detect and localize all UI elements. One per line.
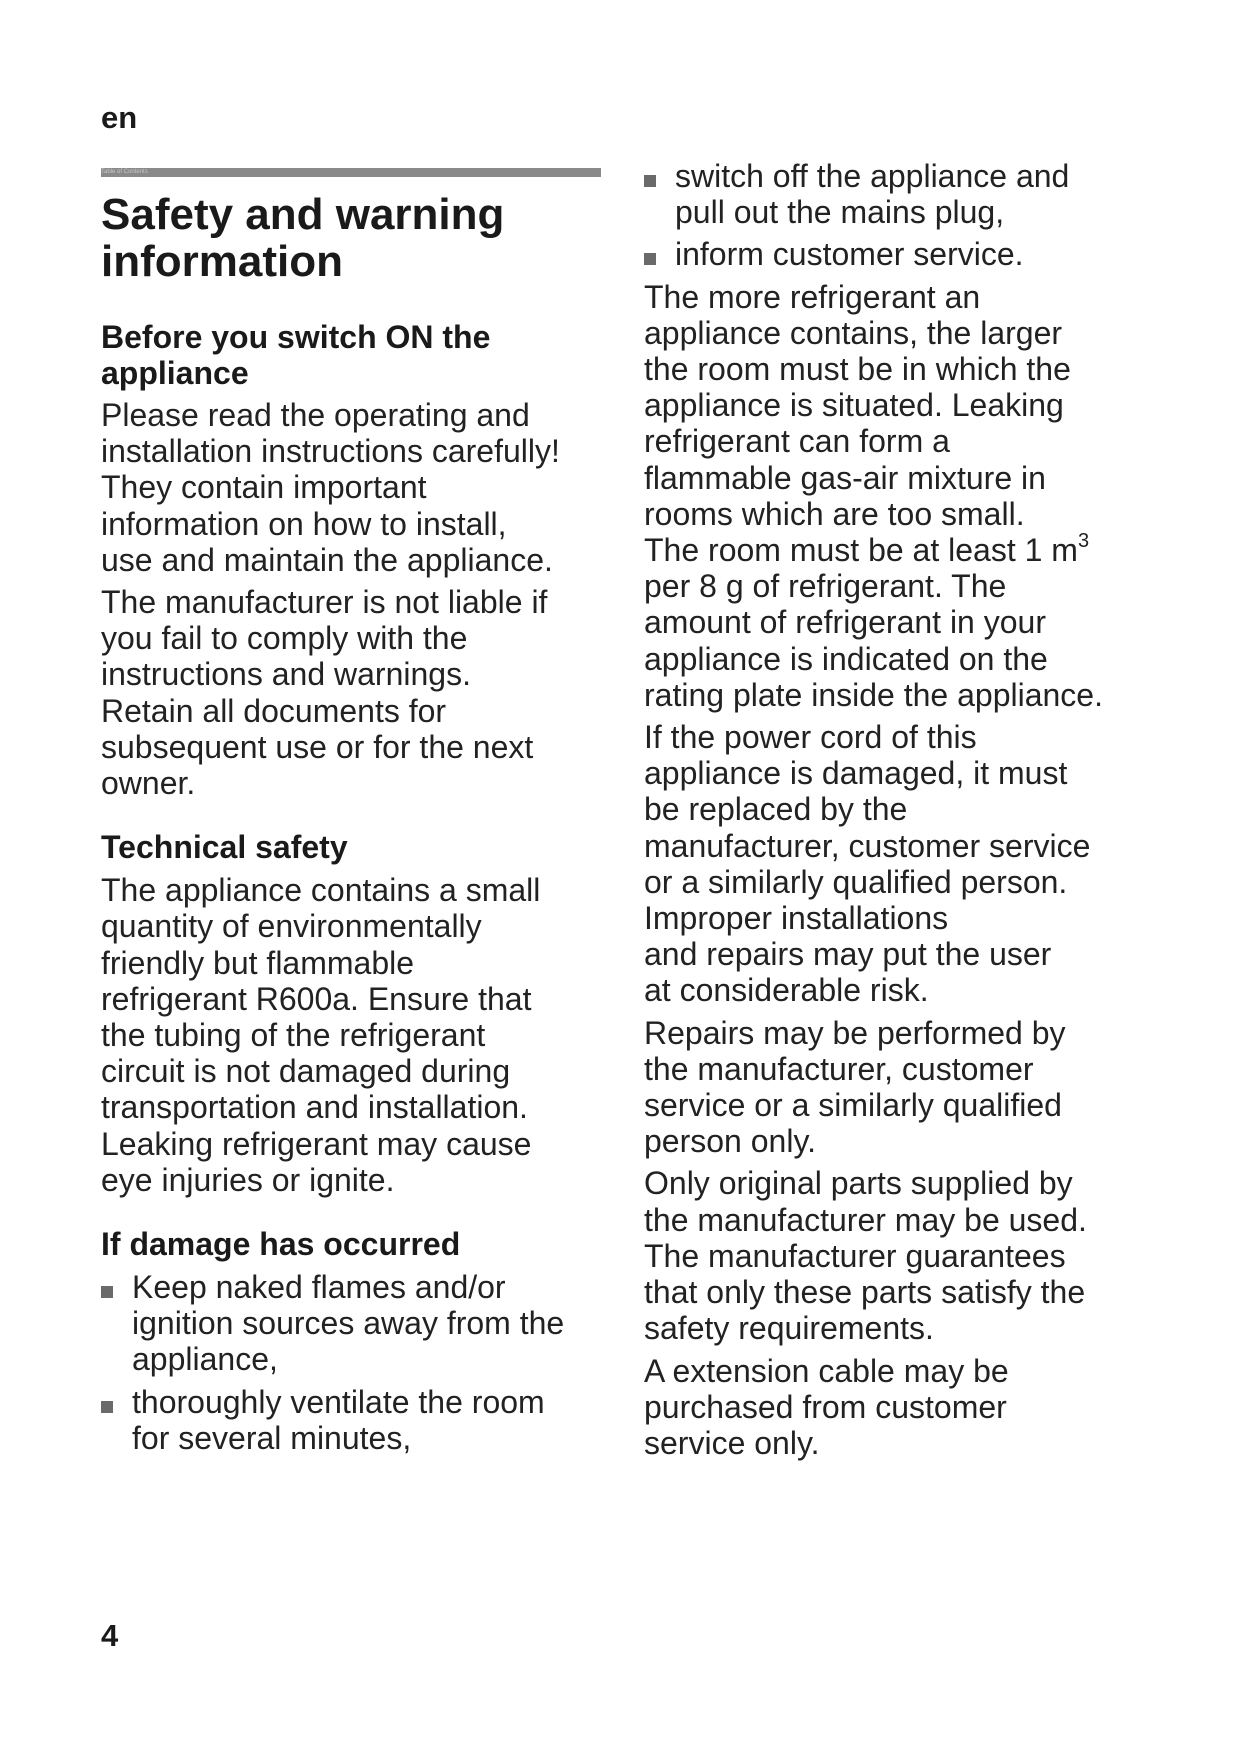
right-column	[644, 158, 1164, 1461]
text-line: The appliance contains a small	[101, 872, 541, 909]
text-line: per 8 g of refrigerant. The	[644, 568, 1007, 605]
text-line: Please read the operating and	[101, 397, 530, 433]
superscript-three: 3	[1077, 530, 1090, 553]
text-line: pull out the mains plug,	[675, 194, 1005, 231]
paragraph-original-parts	[644, 1165, 1164, 1346]
text-line: rooms which are too small.	[644, 495, 1025, 532]
list-item	[101, 1269, 601, 1378]
text-line: quantity of environmentally	[101, 908, 482, 945]
text-line: appliance is indicated on the	[644, 640, 1048, 677]
heading-if-damage: If damage has occurred	[101, 1226, 461, 1263]
text-line: appliance,	[132, 1341, 278, 1378]
paragraph-technical-safety	[101, 872, 601, 1198]
section-rule	[101, 168, 601, 177]
text-line: use and maintain the appliance.	[101, 541, 553, 578]
damage-bullet-list	[101, 1269, 601, 1456]
square-bullet-icon	[101, 1401, 113, 1413]
text-line: service only.	[644, 1424, 820, 1461]
text-line: you fail to comply with the	[101, 620, 468, 657]
text-line: switch off the appliance and	[675, 158, 1070, 194]
text-line: refrigerant can form a	[644, 423, 950, 460]
text-line: and repairs may put the user	[644, 936, 1052, 973]
text-line: subsequent use or for the next	[101, 728, 534, 765]
text-line: Leaking refrigerant may cause	[101, 1125, 532, 1162]
paragraph-refrigerant-room-size	[644, 279, 1164, 713]
text-line: The manufacturer is not liable if	[101, 584, 548, 621]
text-line: purchased from customer	[644, 1388, 1007, 1425]
text-line: inform customer service.	[675, 236, 1024, 273]
text-line: appliance contains, the larger	[644, 314, 1063, 351]
text-line: The more refrigerant an	[644, 278, 981, 315]
page-title	[101, 191, 601, 285]
text-line: The room must be at least 1 m	[644, 532, 1078, 569]
text-line: The manufacturer guarantees	[644, 1237, 1066, 1274]
text-line: or a similarly qualified person.	[644, 863, 1068, 900]
left-column	[101, 168, 601, 1456]
paragraph-repairs	[644, 1015, 1164, 1160]
text-line: for several minutes,	[132, 1419, 412, 1456]
text-line: eye injuries or ignite.	[101, 1161, 395, 1198]
heading-technical-safety: Technical safety	[101, 829, 348, 866]
text-line: Keep naked flames and/or	[132, 1269, 506, 1306]
square-bullet-icon	[101, 1286, 113, 1298]
text-line: appliance is damaged, it must	[644, 755, 1068, 792]
text-line: Repairs may be performed by	[644, 1014, 1066, 1051]
heading-before-line2: appliance	[101, 355, 249, 391]
text-line: be replaced by the	[644, 791, 908, 828]
text-line: thoroughly ventilate the room	[132, 1383, 545, 1420]
paragraph-read-instructions	[101, 397, 601, 578]
text-line: that only these parts satisfy the	[644, 1274, 1086, 1311]
text-line: amount of refrigerant in your	[644, 604, 1046, 641]
damage-bullet-list-continued	[644, 158, 1164, 273]
text-line: They contain important	[101, 469, 427, 506]
square-bullet-icon	[644, 253, 656, 265]
paragraph-extension-cable	[644, 1353, 1164, 1462]
text-line: Improper installations	[644, 900, 949, 937]
text-line: at considerable risk.	[644, 972, 929, 1009]
heading-before-switch-on	[101, 319, 601, 391]
text-line: information on how to install,	[101, 505, 507, 542]
text-line: the manufacturer may be used.	[644, 1201, 1087, 1238]
text-line: Only original parts supplied by	[644, 1165, 1073, 1202]
text-line: service or a similarly qualified	[644, 1087, 1062, 1124]
page-title-line2: information	[101, 237, 343, 286]
text-line: installation instructions carefully!	[101, 433, 560, 470]
rule-label: Table of Contents	[101, 169, 148, 175]
text-line: appliance is situated. Leaking	[644, 387, 1064, 424]
text-line: Retain all documents for	[101, 692, 447, 729]
text-line: instructions and warnings.	[101, 656, 471, 693]
text-line: If the power cord of this	[644, 719, 977, 756]
text-line: flammable gas-air mixture in	[644, 459, 1046, 496]
text-line: the room must be in which the	[644, 351, 1071, 388]
language-code: en	[101, 100, 138, 135]
text-line: circuit is not damaged during	[101, 1053, 511, 1090]
text-line: transportation and installation.	[101, 1089, 528, 1126]
square-bullet-icon	[644, 175, 656, 187]
text-line: safety requirements.	[644, 1310, 934, 1347]
text-line: person only.	[644, 1123, 816, 1160]
text-line: ignition sources away from the	[132, 1305, 565, 1342]
text-line: A extension cable may be	[644, 1352, 1009, 1389]
heading-before-line1: Before you switch ON the	[101, 319, 491, 355]
text-line: the manufacturer, customer	[644, 1050, 1034, 1087]
list-item	[644, 158, 1164, 230]
list-item	[644, 236, 1164, 272]
list-item	[101, 1384, 601, 1456]
text-line: friendly but flammable	[101, 944, 415, 981]
text-line: manufacturer, customer service	[644, 827, 1091, 864]
text-line: owner.	[101, 765, 196, 802]
text-line: refrigerant R600a. Ensure that	[101, 980, 532, 1017]
page-title-line1: Safety and warning	[101, 190, 505, 239]
paragraph-manufacturer-liability	[101, 584, 601, 801]
paragraph-power-cord	[644, 719, 1164, 1009]
text-line: rating plate inside the appliance.	[644, 676, 1103, 713]
page-number: 4	[101, 1618, 119, 1653]
text-line: the tubing of the refrigerant	[101, 1017, 486, 1054]
